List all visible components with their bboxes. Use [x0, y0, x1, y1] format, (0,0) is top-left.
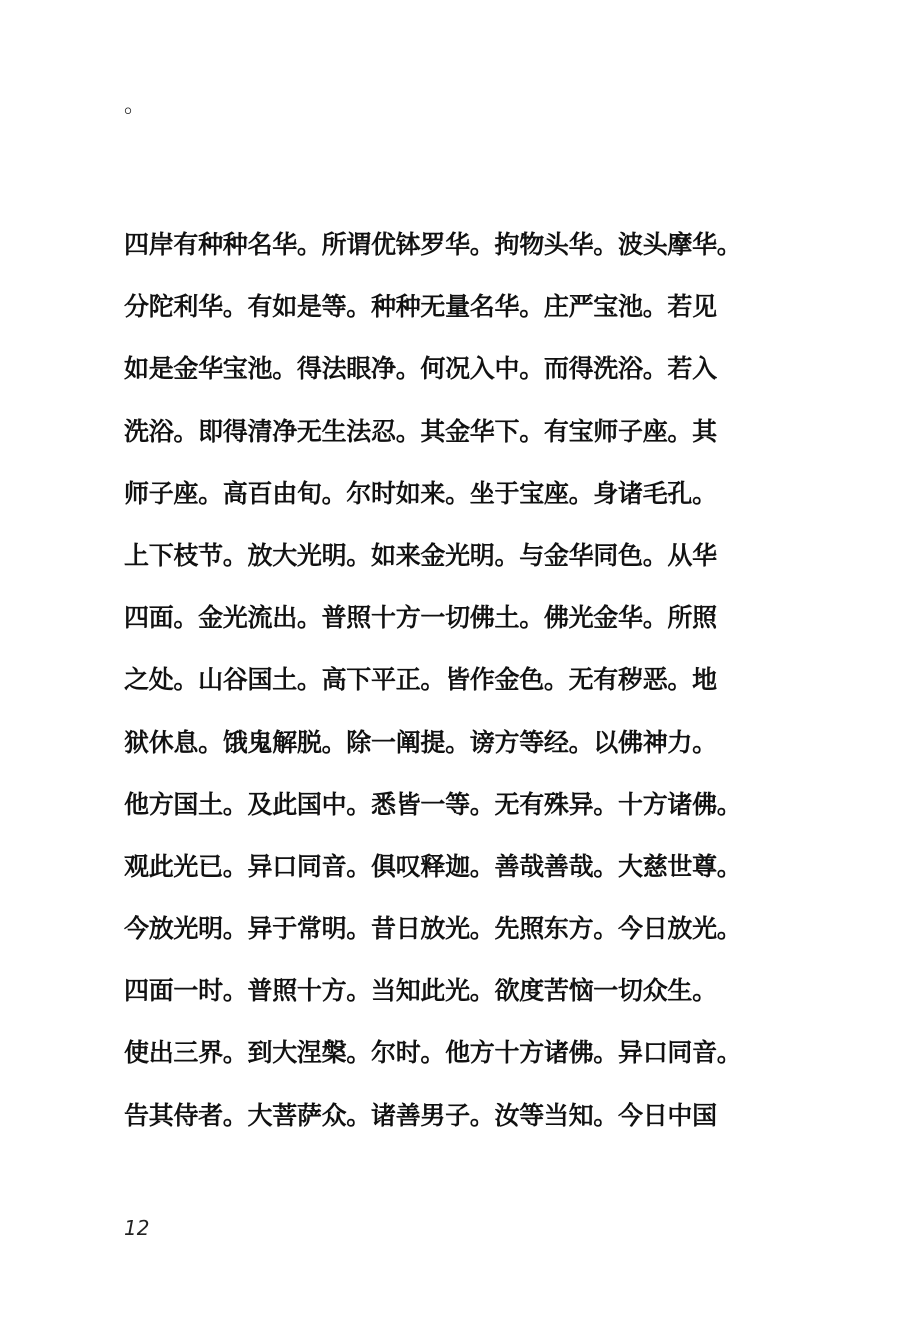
text-line: 洗浴。即得清净无生法忍。其金华下。有宝师子座。其	[124, 416, 717, 446]
page-number: 12	[124, 1216, 150, 1240]
text-line: 四岸有种种名华。所谓优钵罗华。拘物头华。波头摩华。	[124, 230, 742, 259]
text-line: 之处。山谷国土。高下平正。皆作金色。无有秽恶。地	[124, 665, 717, 695]
text-line: 告其侍者。大菩萨众。诸善男子。汝等当知。今日中国	[124, 1100, 717, 1130]
text-line: 师子座。高百由旬。尔时如来。坐于宝座。身诸毛孔。	[124, 478, 717, 508]
text-line: 上下枝节。放大光明。如来金光明。与金华同色。从华	[124, 540, 717, 570]
text-line: 四面。金光流出。普照十方一切佛土。佛光金华。所照	[124, 603, 717, 633]
text-line: 观此光已。异口同音。俱叹释迦。善哉善哉。大慈世尊。	[124, 851, 742, 881]
text-line: 狱休息。饿鬼解脱。除一阐提。谤方等经。以佛神力。	[124, 727, 717, 757]
text-line: 四面一时。普照十方。当知此光。欲度苦恼一切众生。	[124, 976, 717, 1006]
text-line: 如是金华宝池。得法眼净。何况入中。而得洗浴。若入	[124, 354, 717, 384]
leading-punctuation: 。	[124, 93, 147, 118]
text-line: 分陀利华。有如是等。种种无量名华。庄严宝池。若见	[124, 292, 717, 322]
text-line: 使出三界。到大涅槃。尔时。他方十方诸佛。异口同音。	[124, 1038, 742, 1068]
scripture-text	[124, 214, 744, 1147]
text-line: 今放光明。异于常明。昔日放光。先照东方。今日放光。	[124, 914, 742, 944]
text-line: 他方国土。及此国中。悉皆一等。无有殊异。十方诸佛。	[124, 789, 742, 819]
